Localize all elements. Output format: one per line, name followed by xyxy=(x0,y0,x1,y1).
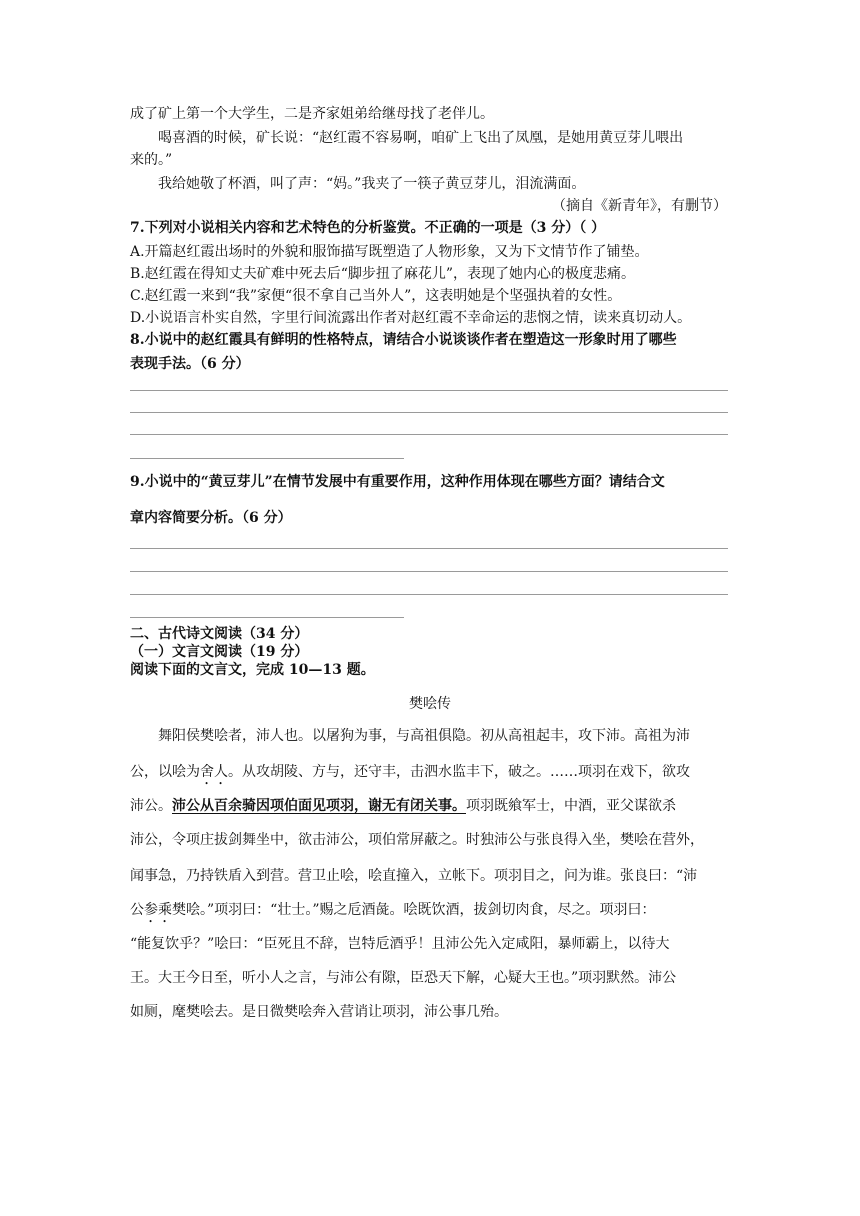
story-source: （摘自《新青年》，有删节） xyxy=(552,198,727,214)
passage-text: 公，以哙为 xyxy=(130,764,200,780)
passage-line-5: 闻事急，乃持铁盾入到营。营卫止哙，哙直撞入，立帐下。项羽目之，问为谁。张良曰：“沛 xyxy=(130,868,698,884)
passage-line-4: 沛公，令项庄拔剑舞坐中，欲击沛公，项伯常屏蔽之。时独沛公与张良得入坐，樊哙在营外， xyxy=(130,832,704,848)
passage-line-9: 如厕，麾樊哙去。是日微樊哙奔入营诮让项羽，沛公事几殆。 xyxy=(130,1004,508,1020)
q9-answer-line-2[interactable] xyxy=(130,571,728,572)
q8-stem-line-2: 表现手法。（6 分） xyxy=(130,356,250,372)
passage-line-8: 王。大王今日至，听小人之言，与沛公有隙，臣恐天下解，心疑大王也。”项羽默然。沛公 xyxy=(130,970,677,986)
q7-option-d: D.小说语言朴实自然，字里行间流露出作者对赵红霞不幸命运的悲悯之情，读来真切动人。 xyxy=(130,310,692,326)
q9-answer-line-4[interactable] xyxy=(130,617,404,618)
story-paragraph-2-cont: 来的。” xyxy=(130,152,173,168)
passage-line-6 xyxy=(130,900,655,926)
passage-text: 樊哙。”项羽曰：“壮士。”赐之卮酒彘。哙既饮酒，拔剑切肉食，尽之。项羽曰： xyxy=(172,902,656,918)
underlined-sentence: 沛公从百余骑因项伯面见项羽，谢无有闭关事。 xyxy=(172,798,466,814)
q8-answer-line-1[interactable] xyxy=(130,390,728,391)
passage-line-7: “能复饮乎？”哙曰：“臣死且不辞，岂特卮酒乎！且沛公先入定咸阳，暴师霸上，以待大 xyxy=(130,936,670,952)
passage-line-3 xyxy=(130,796,676,816)
q7-option-b: B.赵红霞在得知丈夫矿难中死去后“脚步扭了麻花儿”，表现了她内心的极度悲痛。 xyxy=(130,266,636,282)
passage-text: 。从攻胡陵、方与，还守丰，击泗水监丰下，破之。……项羽在戏下，欲攻 xyxy=(228,764,690,780)
q9-answer-line-3[interactable] xyxy=(130,594,728,595)
section-instruction: 阅读下面的文言文，完成 10—13 题。 xyxy=(130,662,375,678)
q7-option-c: C.赵红霞一来到“我”家便“很不拿自己当外人”，这表明她是个坚强执着的女性。 xyxy=(130,288,622,304)
passage-text: 项羽既飨军士，中酒，亚父谋欲杀 xyxy=(466,798,676,814)
q8-answer-line-4[interactable] xyxy=(130,458,404,459)
subsection-heading: （一）文言文阅读（19 分） xyxy=(130,644,309,660)
dotted-term-sheren: 舍人 xyxy=(200,764,228,780)
passage-text: 沛公。 xyxy=(130,798,172,814)
q8-answer-line-3[interactable] xyxy=(130,434,728,435)
passage-title: 樊哙传 xyxy=(409,696,451,712)
q9-stem-line-1: 9.小说中的“黄豆芽儿”在情节发展中有重要作用，这种作用体现在哪些方面？请结合文 xyxy=(130,474,665,490)
dotted-term-cansheng: 参乘 xyxy=(144,902,172,918)
passage-text: 公 xyxy=(130,902,144,918)
q7-stem: 7.下列对小说相关内容和艺术特色的分析鉴赏。不正确的一项是（3 分）（ ） xyxy=(130,220,606,236)
q8-stem-line-1: 8.小说中的赵红霞具有鲜明的性格特点，请结合小说谈谈作者在塑造这一形象时用了哪些 xyxy=(130,332,677,348)
section-heading: 二、古代诗文阅读（34 分） xyxy=(130,626,309,642)
story-paragraph-3: 我给她敬了杯酒，叫了声：“妈。”我夹了一筷子黄豆芽儿，泪流满面。 xyxy=(158,176,586,192)
story-paragraph-2: 喝喜酒的时候，矿长说：“赵红霞不容易啊，咱矿上飞出了凤凰，是她用黄豆芽儿喂出 xyxy=(158,130,684,146)
q9-answer-line-1[interactable] xyxy=(130,548,728,549)
story-paragraph-1: 成了矿上第一个大学生，二是齐家姐弟给继母找了老伴儿。 xyxy=(130,106,494,122)
passage-line-1: 舞阳侯樊哙者，沛人也。以屠狗为事，与高祖俱隐。初从高祖起丰，攻下沛。高祖为沛 xyxy=(158,728,690,744)
q9-stem-line-2: 章内容简要分析。（6 分） xyxy=(130,510,292,526)
passage-line-2 xyxy=(130,762,690,788)
q8-answer-line-2[interactable] xyxy=(130,412,728,413)
q7-option-a: A.开篇赵红霞出场时的外貌和服饰描写既塑造了人物形象，又为下文情节作了铺垫。 xyxy=(130,244,649,260)
